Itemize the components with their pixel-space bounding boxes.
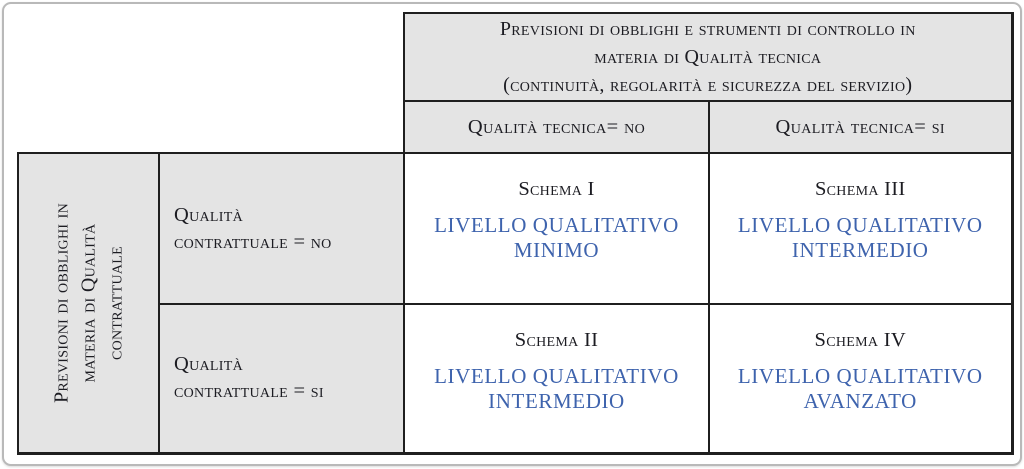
blank-corner-cell xyxy=(18,13,404,153)
schema-4-level-line2: AVANZATO xyxy=(803,389,917,413)
cell-schema-4 xyxy=(709,304,1012,453)
col-header-tecnica-si-label: Qualità tecnica= si xyxy=(775,115,945,138)
row-header-si-line2: contrattuale = si xyxy=(174,380,324,403)
row-header-contrattuale-no xyxy=(159,153,404,304)
side-header-contrattuale xyxy=(48,153,129,453)
schema-1-level-line1: LIVELLO QUALITATIVO xyxy=(434,213,679,237)
schema-2-level-line2: INTERMEDIO xyxy=(488,389,625,413)
schema-4-label: Schema IV xyxy=(814,329,906,351)
cell-schema-1 xyxy=(404,153,709,304)
technical-quality-title-line3: (continuità, regolarità e sicurezza del servizio) xyxy=(503,74,913,96)
side-header-line1: Previsioni di obblighi in xyxy=(50,202,72,403)
technical-quality-title-line2: materia di Qualità tecnica xyxy=(594,46,822,68)
side-header-line2: materia di Qualità xyxy=(77,223,99,383)
schema-1-label: Schema I xyxy=(518,178,595,200)
row-header-si-line1: Qualità xyxy=(174,353,244,376)
side-header-contrattuale-cell xyxy=(18,153,159,453)
schema-3-level-line1: LIVELLO QUALITATIVO xyxy=(737,213,983,237)
cell-schema-3 xyxy=(709,153,1012,304)
col-header-tecnica-si xyxy=(709,101,1012,153)
cell-schema-2 xyxy=(404,304,709,453)
row-header-no-line1: Qualità xyxy=(174,203,244,226)
row-header-contrattuale-si xyxy=(159,304,404,453)
side-header-line3: contrattuale xyxy=(104,245,126,360)
technical-quality-header-cell xyxy=(404,13,1012,101)
schema-3-level-line2: INTERMEDIO xyxy=(791,238,929,262)
schema-4-level-line1: LIVELLO QUALITATIVO xyxy=(737,364,983,388)
quality-matrix-table xyxy=(17,12,1014,455)
row-header-no-line2: contrattuale = no xyxy=(174,230,332,253)
col-header-tecnica-no xyxy=(404,101,709,153)
schema-1-level-line2: MINIMO xyxy=(513,238,600,262)
schema-2-label: Schema II xyxy=(514,329,599,351)
schema-3-label: Schema III xyxy=(814,178,906,200)
schema-2-level-line1: LIVELLO QUALITATIVO xyxy=(434,364,679,388)
col-header-tecnica-no-label: Qualità tecnica= no xyxy=(467,115,646,138)
technical-quality-title-line1: Previsioni di obblighi e strumenti di controllo in xyxy=(499,18,916,40)
